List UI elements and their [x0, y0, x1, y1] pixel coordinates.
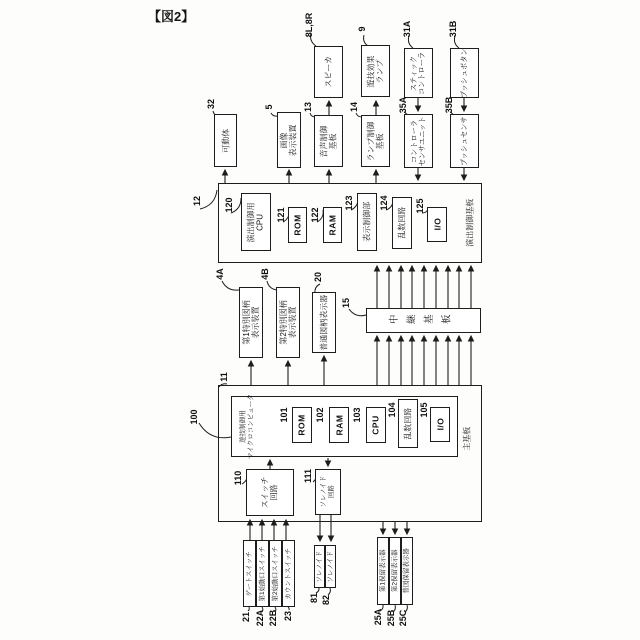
box-controller-sensor	[404, 114, 433, 168]
label-effect-board: 演出制御基板	[465, 198, 475, 247]
box-effect-ram	[323, 207, 342, 243]
label-image-display: 画像 表示装置	[279, 124, 298, 156]
label-special2-display: 第2特別図柄 表示装置	[278, 300, 298, 345]
ref-relay-board: 15	[341, 297, 351, 309]
label-main-board: 主基板	[462, 427, 472, 451]
box-audio-board	[314, 115, 343, 167]
label-effect-rom: ROM	[292, 214, 303, 236]
label-main-cpu: CPU	[371, 415, 381, 435]
box-movable	[214, 114, 237, 167]
box-hold1-display	[377, 537, 389, 605]
box-main-io	[430, 407, 450, 442]
ref-effect-lamp: 9	[357, 26, 367, 32]
label-solenoid1: ソレノイド	[315, 550, 323, 583]
box-special2-display	[276, 287, 300, 358]
label-hold1-display: 第1保留表示器	[379, 549, 387, 593]
ref-solenoid1: 81	[309, 592, 319, 604]
box-push-button	[450, 48, 479, 98]
label-stick-controller: スティック コントローラ	[409, 51, 427, 95]
label-main-rng: 乱数回路	[403, 407, 413, 440]
label-controller-sensor: コントローラ センサユニット	[409, 116, 427, 166]
label-effect-rng: 乱数回路	[397, 207, 407, 239]
ref-stick-controller: 31A	[402, 20, 412, 38]
label-speaker: スピーカ	[323, 56, 333, 88]
label-start1-switch: 第1始動口スイッチ	[258, 545, 266, 602]
box-effect-cpu	[241, 193, 271, 251]
label-movable: 可動体	[220, 128, 230, 153]
box-speaker	[314, 46, 343, 98]
label-solenoid2: ソレノイド	[326, 550, 334, 583]
ref-main-rng: 104	[387, 402, 397, 418]
box-solenoid-circuit	[315, 469, 341, 515]
ref-solenoid2: 82	[321, 594, 331, 606]
box-solenoid1	[314, 545, 325, 588]
ref-normal-hold-display: 25C	[398, 609, 408, 627]
box-normal-hold-display	[401, 537, 413, 605]
label-start2-switch: 第2始動口スイッチ	[271, 545, 279, 602]
box-normal-display	[312, 292, 336, 353]
ref-push-button: 31B	[448, 20, 458, 38]
box-switch-circuit	[246, 469, 294, 516]
figure-caption: 【図2】	[148, 9, 195, 24]
ref-gate-switch: 21	[241, 611, 251, 623]
ref-controller-sensor: 35A	[398, 96, 408, 114]
box-main-ram	[329, 407, 349, 443]
ref-hold1-display: 25A	[373, 608, 383, 626]
ref-solenoid-circuit: 111	[303, 468, 313, 484]
box-effect-rng	[392, 197, 412, 249]
box-solenoid2	[325, 545, 336, 588]
ref-main-io: 105	[419, 402, 429, 418]
box-hold2-display	[389, 537, 401, 605]
ref-switch-circuit: 110	[233, 470, 243, 486]
label-relay-board: 中継基板	[388, 314, 459, 326]
box-effect-io	[427, 207, 447, 242]
label-effect-cpu: 演出制御用 CPU	[246, 202, 265, 242]
ref-effect-rng: 124	[379, 195, 389, 211]
ref-push-sensor: 35B	[444, 96, 454, 114]
ref-game-micro: 100	[189, 409, 199, 425]
label-effect-lamp: 遊技効果 ランプ	[366, 55, 385, 87]
ref-effect-board: 12	[192, 195, 202, 207]
ref-lamp-board: 14	[349, 101, 359, 113]
box-main-rom	[292, 407, 312, 443]
label-main-rom: ROM	[296, 414, 307, 436]
ref-start1-switch: 22A	[255, 609, 265, 627]
ref-effect-cpu: 120	[224, 197, 234, 213]
ref-display-ctrl: 123	[344, 195, 354, 211]
box-display-ctrl	[357, 193, 377, 251]
label-main-ram: RAM	[334, 414, 344, 436]
ref-hold2-display: 25B	[386, 609, 396, 627]
ref-special2-display: 4B	[260, 268, 270, 280]
ref-main-rom: 101	[279, 407, 289, 423]
label-special1-display: 第1特別図柄 表示装置	[241, 300, 261, 345]
ref-effect-ram: 122	[310, 207, 320, 223]
box-lamp-board	[361, 115, 390, 167]
box-start2-switch	[269, 540, 282, 607]
label-effect-io: I/O	[431, 218, 442, 231]
box-main-cpu	[366, 407, 386, 443]
box-count-switch	[282, 540, 295, 607]
label-lamp-board: ランプ制御 基板	[366, 121, 385, 161]
box-gate-switch	[243, 540, 256, 607]
ref-normal-display: 20	[313, 271, 323, 283]
box-special1-display	[239, 287, 263, 358]
label-hold2-display: 第2保留表示器	[391, 549, 399, 593]
ref-audio-board: 13	[303, 101, 313, 113]
ref-effect-rom: 121	[276, 207, 286, 223]
label-display-ctrl: 表示制御部	[362, 202, 372, 242]
label-count-switch: カウントスイッチ	[284, 547, 292, 600]
label-effect-ram: RAM	[327, 214, 338, 236]
ref-main-board: 11	[219, 372, 229, 382]
ref-movable: 32	[206, 98, 216, 110]
box-relay-board	[366, 308, 481, 333]
label-gate-switch: ゲートスイッチ	[245, 550, 253, 597]
ref-main-ram: 102	[315, 407, 325, 423]
label-game-micro: 遊技制御用 マイクロコンピュータ	[239, 394, 254, 459]
label-normal-display: 普通図柄表示器	[319, 294, 329, 351]
box-effect-rom	[288, 207, 307, 243]
ref-effect-io: 125	[415, 198, 425, 214]
label-solenoid-circuit: ソレノイド 回路	[320, 476, 335, 508]
box-image-display	[277, 112, 301, 168]
ref-start2-switch: 22B	[268, 609, 278, 627]
box-effect-lamp	[361, 45, 390, 97]
label-push-button: プッシュボタン	[459, 48, 469, 98]
ref-main-cpu: 103	[352, 407, 362, 423]
box-start1-switch	[256, 540, 269, 607]
box-push-sensor	[450, 114, 479, 168]
label-audio-board: 音声制御 基板	[319, 125, 338, 157]
box-stick-controller	[404, 48, 433, 98]
ref-speaker: 8L,8R	[304, 12, 314, 38]
ref-special1-display: 4A	[215, 268, 225, 280]
label-switch-circuit: スイッチ 回路	[260, 476, 279, 509]
label-push-sensor: プッシュセンサ	[459, 116, 469, 166]
label-normal-hold-display: 普図保留表示器	[403, 548, 411, 594]
ref-count-switch: 23	[283, 610, 293, 622]
box-main-rng	[398, 399, 418, 448]
label-main-io: I/O	[434, 418, 445, 431]
ref-image-display: 5	[264, 104, 274, 110]
